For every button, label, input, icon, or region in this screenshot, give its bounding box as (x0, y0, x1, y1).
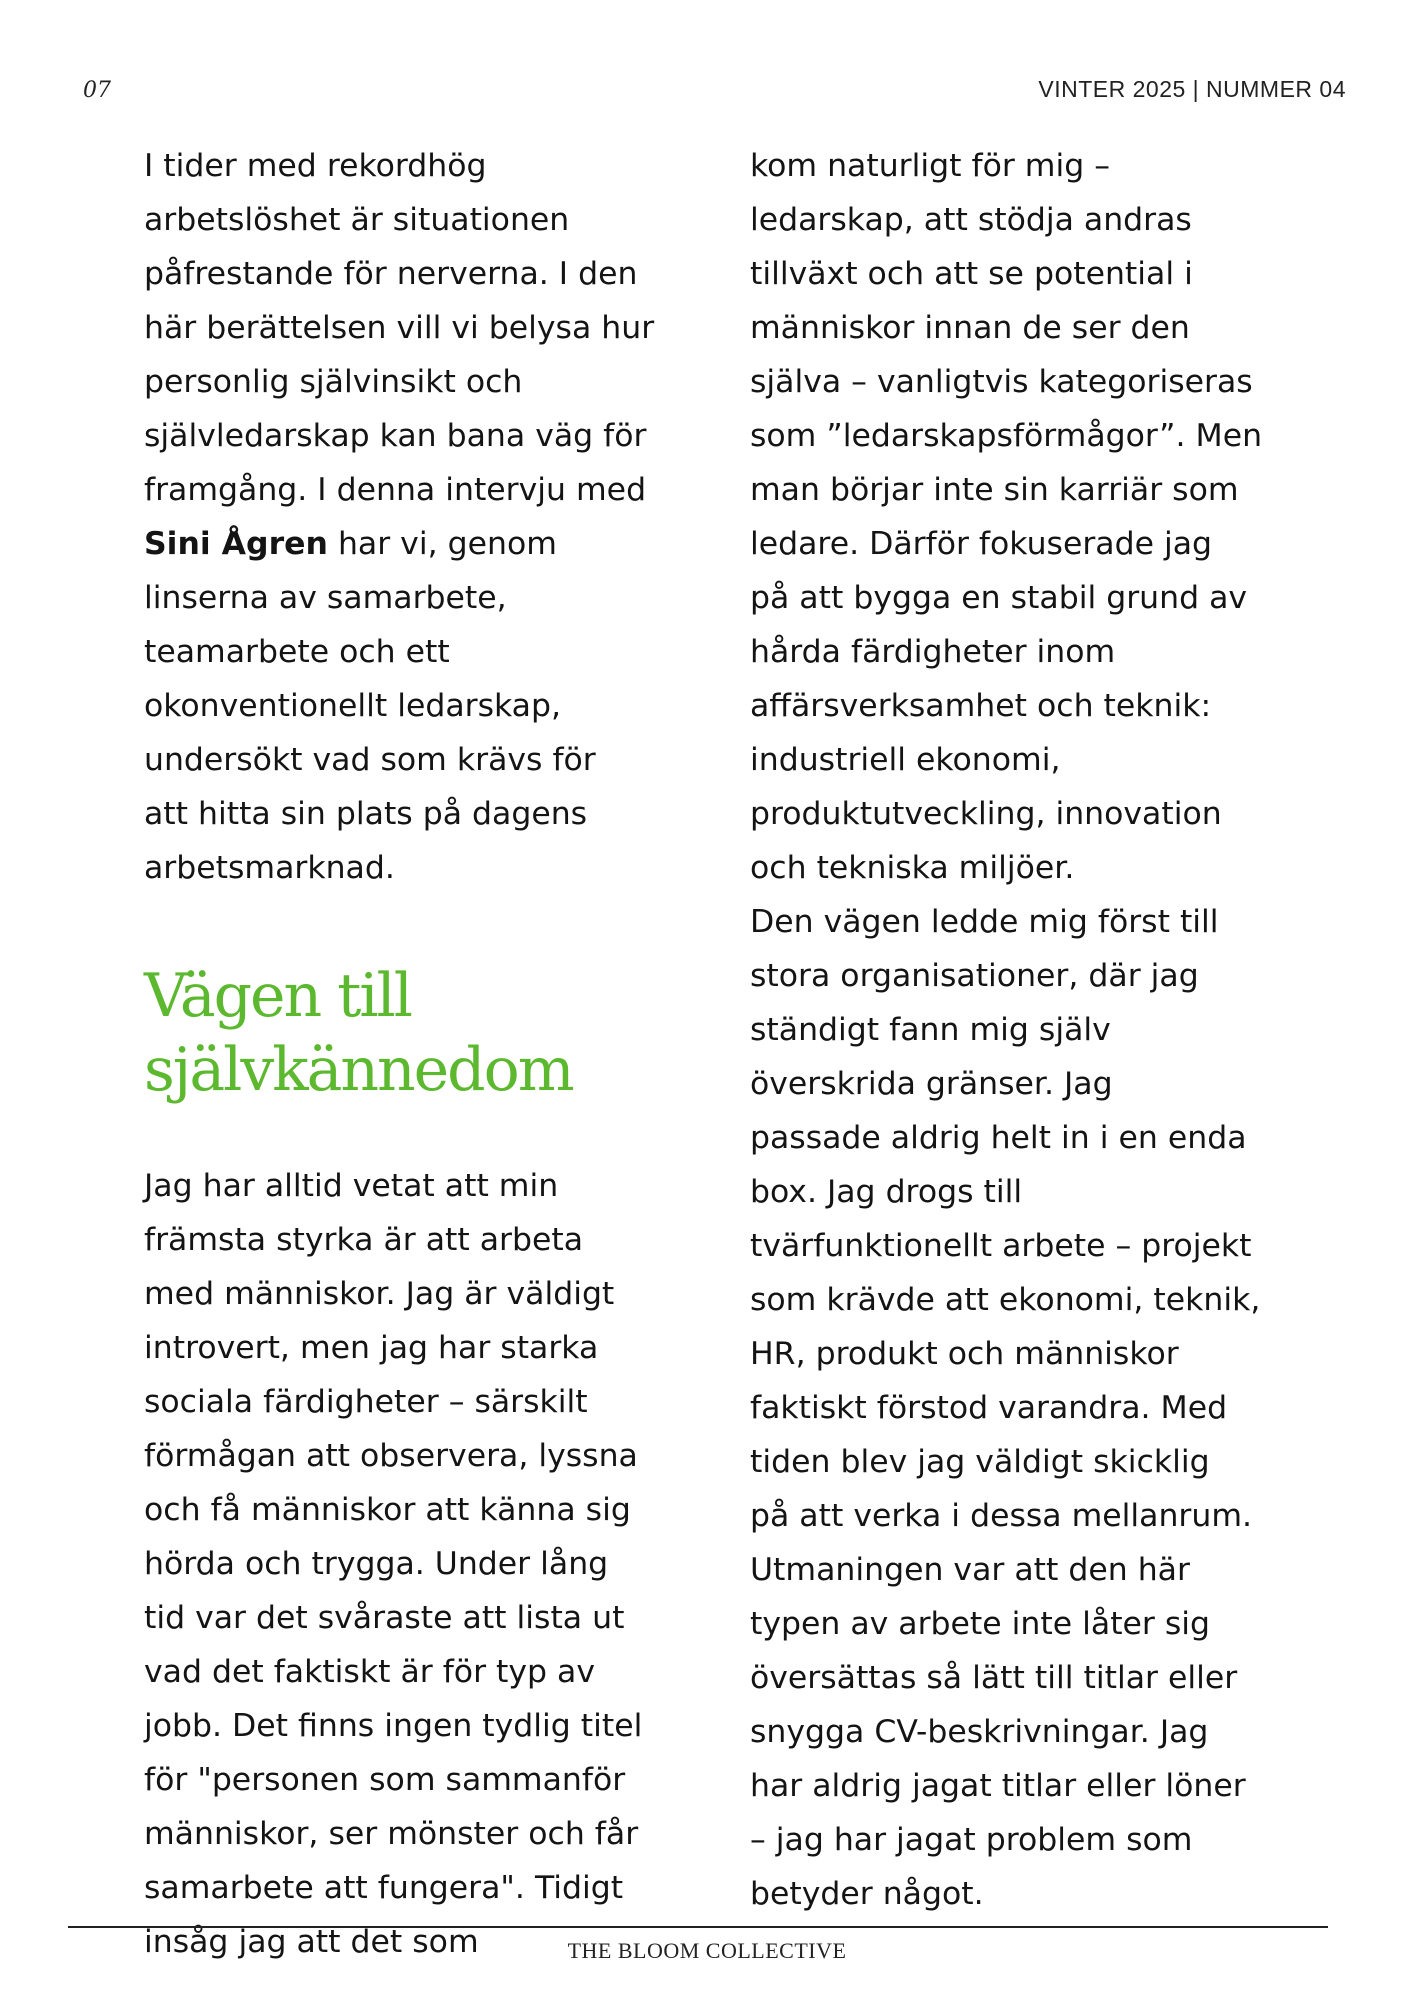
footer-publication-title: THE BLOOM COLLECTIVE (567, 1938, 847, 1963)
footer-divider (68, 1926, 1328, 1928)
issue-label: VINTER 2025 | NUMMER 04 (1038, 76, 1346, 102)
intro-paragraph (144, 139, 724, 895)
left-body-paragraph: Jag har alltid vetat att min främsta styrka är att arbeta med människor. Jag är väldigt introvert, men jag har starka sociala färdigheter – särskilt förmågan att observera, lyssna och få människor att känna sig hörda och trygga. Under lång tid var det svåraste att lista ut vad det faktiskt är för typ av jobb. Det finns ingen tydlig titel för "personen som sammanför människor, ser mönster och får samarbete att fungera". Tidigt insåg jag att det som (144, 1168, 643, 1960)
section-heading: Vägen till självkännedom (144, 961, 573, 1105)
page-number: 07 (83, 78, 111, 103)
right-column (750, 139, 1340, 1921)
interviewee-name: Sini Ågren (144, 526, 328, 562)
intro-text-after: har vi, genom linserna av samarbete, teamarbete och ett okonventionellt ledarskap, undersökt vad som krävs för att hitta sin plats på dagens arbetsmarknad. (144, 526, 596, 886)
right-body-paragraph: kom naturligt för mig – ledarskap, att stödja andras tillväxt och att se potential i människor innan de ser den själva – vanligtvis kategoriseras som ”ledarskapsförmågor”. Men man börjar inte sin karriär som ledare. Därför fokuserade jag på att bygga en stabil grund av hårda färdigheter inom affärsverksamhet och teknik: industriell ekonomi, produktutveckling, innovation och tekniska miljöer. Den vägen ledde mig först till stora organisationer, där jag ständigt fann mig själv överskrida gränser. Jag passade aldrig helt in i en enda box. Jag drogs till tvärfunktionellt arbete – projekt som krävde att ekonomi, teknik, HR, produkt och människor faktiskt förstod varandra. Med tiden blev jag väldigt skicklig på att verka i dessa mellanrum. Utmaningen var att den här typen av arbete inte låter sig översättas så lätt till titlar eller snygga CV-beskrivningar. Jag har aldrig jagat titlar eller löner – jag har jagat problem som betyder något. (750, 148, 1263, 1912)
intro-text-before: I tider med rekordhög arbetslöshet är situationen påfrestande för nerverna. I den här berättelsen vill vi belysa hur personlig självinsikt och självledarskap kan bana väg för framgång. I denna intervju med (144, 148, 655, 508)
left-column (144, 139, 724, 1969)
